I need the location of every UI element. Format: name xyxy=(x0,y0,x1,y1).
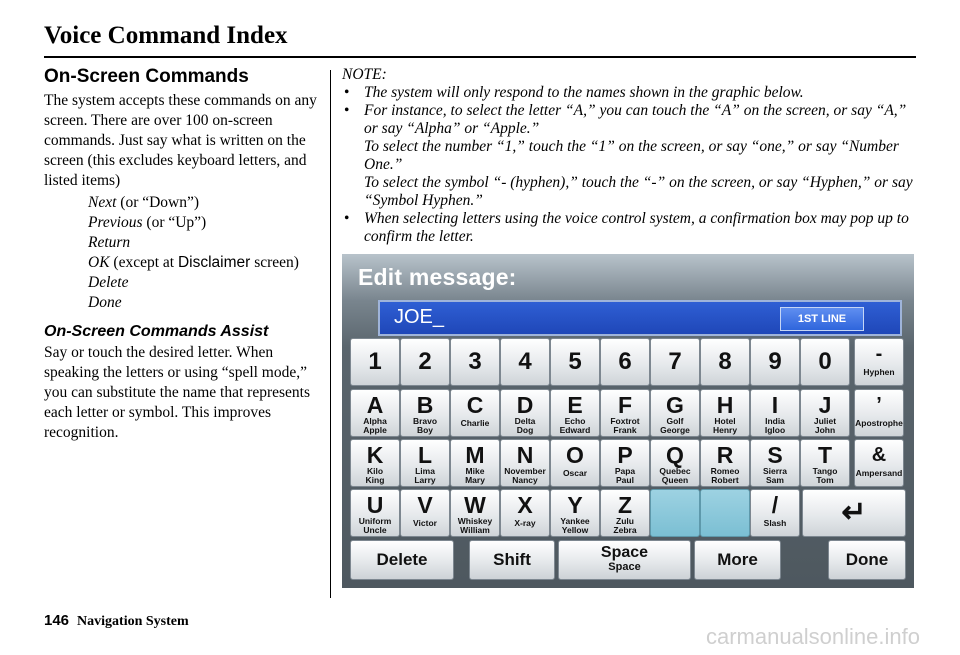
shift-button[interactable]: Shift xyxy=(469,540,555,580)
line-badge[interactable]: 1ST LINE xyxy=(780,307,864,331)
key-digit[interactable]: 0 xyxy=(800,338,850,386)
intro-paragraph: The system accepts these commands on any screen. There are over 100 on-screen commands. Just say what is written on the screen (this excludes keyboard letters, and listed items) xyxy=(44,92,317,189)
key-letter[interactable]: A Alpha Apple xyxy=(350,389,400,437)
note-title: NOTE: xyxy=(342,66,387,83)
key-letter[interactable]: J Juliet John xyxy=(800,389,850,437)
page-footer xyxy=(44,612,189,630)
key-letter[interactable]: Y Yankee Yellow xyxy=(550,489,600,537)
assist-title: On-Screen Commands Assist xyxy=(44,323,269,340)
delete-button[interactable]: Delete xyxy=(350,540,454,580)
section-title: On-Screen Commands xyxy=(44,66,249,87)
key-enter[interactable] xyxy=(802,489,906,537)
key-digit[interactable]: 7 xyxy=(650,338,700,386)
key-letter[interactable]: O Oscar xyxy=(550,439,600,487)
key-digit[interactable]: 2 xyxy=(400,338,450,386)
command-item: OK (except at Disclaimer screen) xyxy=(88,254,299,271)
assist-paragraph: Say or touch the desired letter. When speaking the letters or using “spell mode,” you can substitute the name that represents each letter or symbol. This improves recognition. xyxy=(44,344,311,441)
key-digit[interactable]: 1 xyxy=(350,338,400,386)
note-block xyxy=(342,66,920,246)
column-divider xyxy=(330,70,331,598)
key-letter[interactable]: U Uniform Uncle xyxy=(350,489,400,537)
key-letter[interactable]: X X-ray xyxy=(500,489,550,537)
key-blank[interactable] xyxy=(650,489,700,537)
header-rule xyxy=(44,56,916,58)
key-letter[interactable]: S Sierra Sam xyxy=(750,439,800,487)
note-subline: To select the symbol “- (hyphen),” touch the “-” on the screen, or say “Hyphen,” or say “Symbol Hyphen.” xyxy=(364,174,913,209)
command-item: Delete xyxy=(88,274,129,291)
message-input-value: JOE_ xyxy=(394,306,445,328)
key-letter[interactable]: G Golf George xyxy=(650,389,700,437)
key-letter[interactable]: ’ Apostrophe xyxy=(854,389,904,437)
key-letter[interactable]: N November Nancy xyxy=(500,439,550,487)
edit-message-screen xyxy=(342,254,914,588)
command-item: Previous (or “Up”) xyxy=(88,214,207,231)
key-digit[interactable]: 6 xyxy=(600,338,650,386)
key-digit[interactable]: 5 xyxy=(550,338,600,386)
note-item: • When selecting letters using the voice control system, a confirmation box may pop up to confirm the letter. xyxy=(342,210,920,246)
system-name: Navigation System xyxy=(77,614,189,629)
more-button[interactable]: More xyxy=(694,540,781,580)
key-letter[interactable]: F Foxtrot Frank xyxy=(600,389,650,437)
key-letter[interactable]: H Hotel Henry xyxy=(700,389,750,437)
key-letter[interactable]: B Bravo Boy xyxy=(400,389,450,437)
key-letter[interactable]: Q Quebec Queen xyxy=(650,439,700,487)
page-header-title: Voice Command Index xyxy=(44,22,288,49)
key-blank[interactable] xyxy=(700,489,750,537)
key-letter[interactable]: R Romeo Robert xyxy=(700,439,750,487)
key-letter[interactable]: K Kilo King xyxy=(350,439,400,487)
note-list xyxy=(342,84,920,246)
key-letter[interactable]: Z Zulu Zebra xyxy=(600,489,650,537)
page-number: 146 xyxy=(44,612,70,629)
key-digit[interactable]: 3 xyxy=(450,338,500,386)
key-letter[interactable]: W Whiskey William xyxy=(450,489,500,537)
watermark: carmanualsonline.info xyxy=(705,624,920,649)
key-letter[interactable]: E Echo Edward xyxy=(550,389,600,437)
key-letter[interactable]: I India Igloo xyxy=(750,389,800,437)
command-item: Next (or “Down”) xyxy=(88,194,200,211)
key-letter[interactable]: & Ampersand xyxy=(854,439,904,487)
screen-title: Edit message: xyxy=(358,264,517,290)
key-digit[interactable]: 8 xyxy=(700,338,750,386)
command-list xyxy=(44,193,322,313)
key-letter[interactable]: C Charlie xyxy=(450,389,500,437)
key-hyphen[interactable]: - Hyphen xyxy=(854,338,904,386)
note-subline: To select the number “1,” touch the “1” on the screen, or say “one,” or say “Number One.” xyxy=(364,138,899,173)
left-column xyxy=(44,66,322,443)
key-letter[interactable]: / Slash xyxy=(750,489,800,537)
key-letter[interactable]: L Lima Larry xyxy=(400,439,450,487)
note-item: • For instance, to select the letter “A,” you can touch the “A” on the screen, or say “A,” or say “Alpha” or “Apple.” To select the number “1,” touch the “1” on the screen, or say “one,” or say “Number One.” To select the symbol “- (hyphen),” touch the “-” on the screen, or say “Hyphen,” or say “Symbol Hyphen.” xyxy=(342,102,920,210)
key-letter[interactable]: M Mike Mary xyxy=(450,439,500,487)
command-item: Return xyxy=(88,234,131,251)
key-letter[interactable]: D Delta Dog xyxy=(500,389,550,437)
key-digit[interactable]: 4 xyxy=(500,338,550,386)
message-input[interactable] xyxy=(378,300,902,336)
key-digit[interactable]: 9 xyxy=(750,338,800,386)
key-letter[interactable]: P Papa Paul xyxy=(600,439,650,487)
command-item: Done xyxy=(88,294,122,311)
note-item: • The system will only respond to the names shown in the graphic below. xyxy=(342,84,920,102)
space-button[interactable]: Space Space xyxy=(558,540,691,580)
key-letter[interactable]: T Tango Tom xyxy=(800,439,850,487)
enter-arrow-icon: ↵ xyxy=(841,496,867,529)
key-letter[interactable]: V Victor xyxy=(400,489,450,537)
done-button[interactable]: Done xyxy=(828,540,906,580)
